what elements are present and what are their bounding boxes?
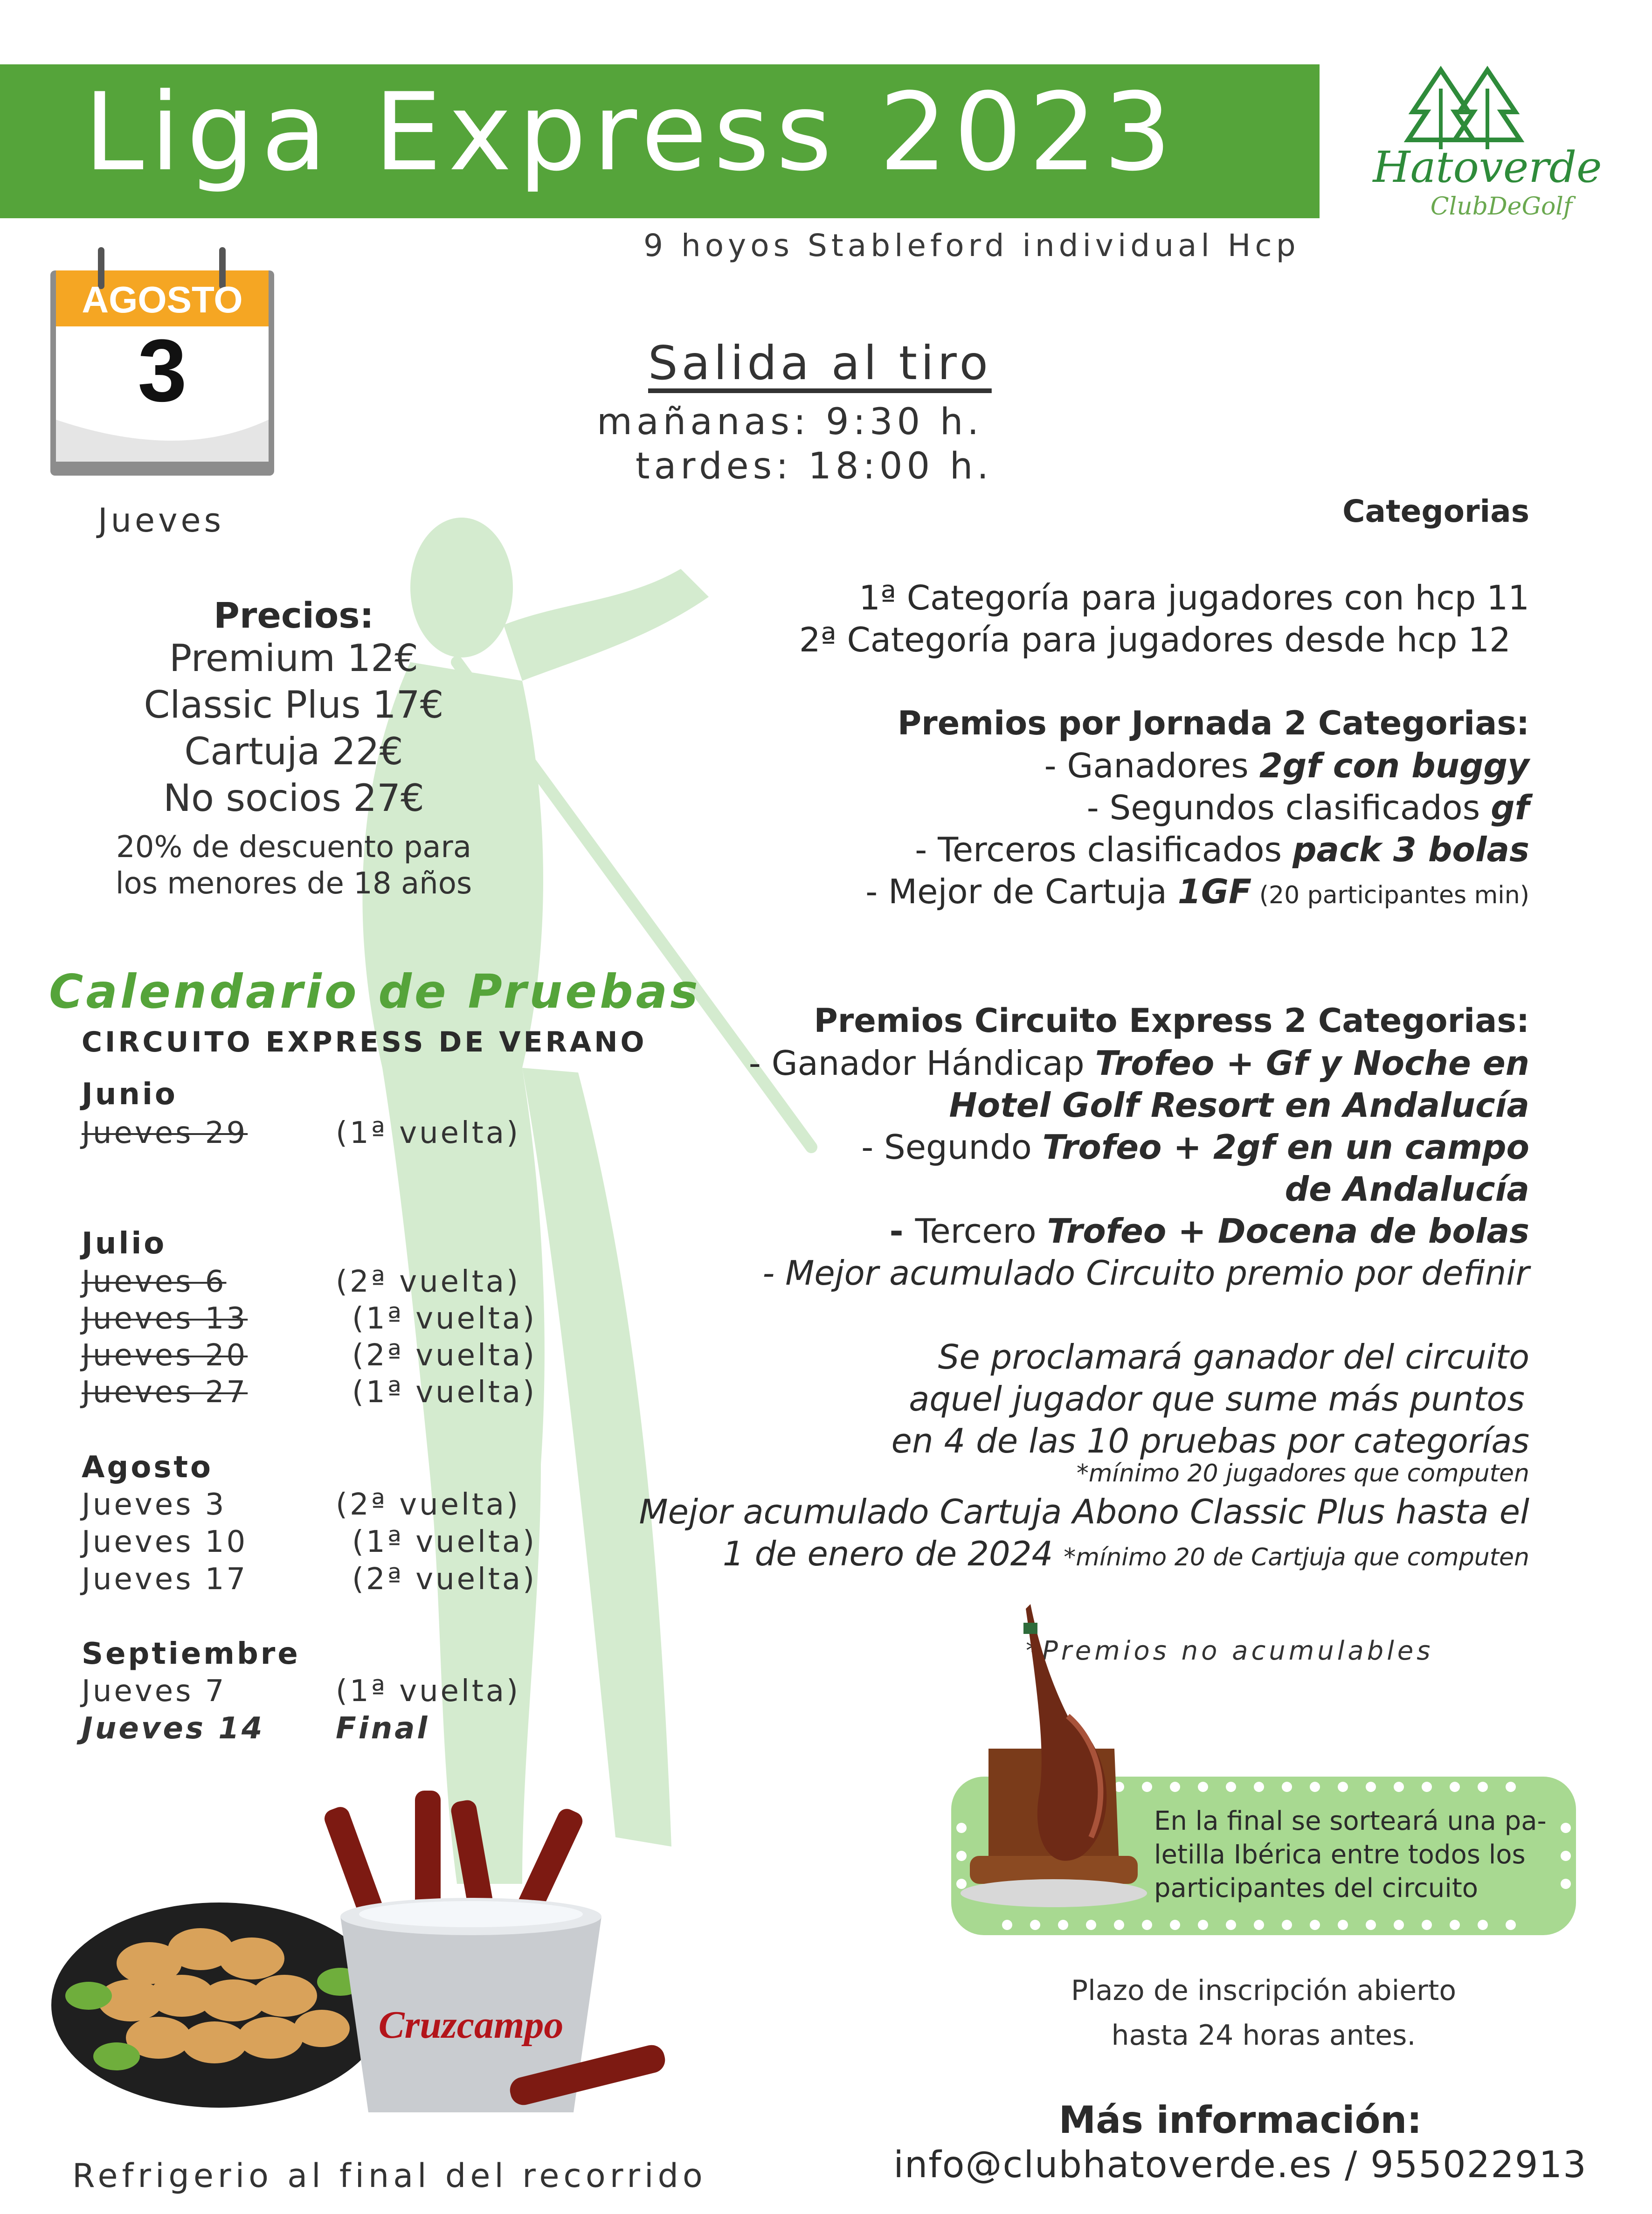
inscripcion-text: Plazo de inscripción abierto xyxy=(1071,1974,1457,2007)
logo-name: Hatoverde xyxy=(1373,142,1602,192)
refrigerio-image xyxy=(42,1786,751,2140)
schedule-row: Jueves 17 (2ª vuelta) xyxy=(82,1562,537,1597)
schedule-row: Jueves 3 (2ª vuelta) xyxy=(82,1488,521,1522)
calendar-day: 3 xyxy=(138,321,187,420)
price-item: No socios 27€ xyxy=(163,776,424,820)
contact-details: info@clubhatoverde.es / 955022913 xyxy=(893,2144,1587,2186)
refrigerio-caption: Refrigerio al final del recorrido xyxy=(72,2157,707,2195)
ganador-text: Mejor acumulado Cartuja Abono Classic Plus hasta el xyxy=(639,1492,1529,1531)
ganador-note: *mínimo 20 jugadores que computen xyxy=(1076,1460,1529,1488)
discount-note: 20% de descuento para xyxy=(116,830,471,865)
premios-no-acumulables: *Premios no acumulables xyxy=(1026,1636,1434,1666)
page-title: Liga Express 2023 xyxy=(84,70,1178,195)
premios-circuito-title: Premios Circuito Express 2 Categorias: xyxy=(814,1002,1529,1040)
premio-circuito-item: - Tercero Trofeo + Docena de bolas xyxy=(889,1211,1529,1251)
ganador-text: Se proclamará ganador del circuito xyxy=(938,1337,1529,1377)
premio-jornada-item: - Ganadores 2gf con buggy xyxy=(1044,746,1529,785)
calendario-subtitle: CIRCUITO EXPRESS DE VERANO xyxy=(82,1026,647,1059)
schedule-row: Jueves 7 (1ª vuelta) xyxy=(82,1674,521,1709)
ganador-text: 1 de enero de 2024 *mínimo 20 de Cartjuja que computen xyxy=(722,1534,1529,1573)
schedule-row: Jueves 27 (1ª vuelta) xyxy=(82,1375,537,1410)
categorias-title: Categorias xyxy=(1342,493,1529,529)
schedule-row: Jueves 13 (1ª vuelta) xyxy=(82,1301,537,1336)
logo-tagline: ClubDeGolf xyxy=(1430,193,1573,221)
premios-jornada-title: Premios por Jornada 2 Categorias: xyxy=(897,704,1529,742)
category-2: 2ª Categoría para jugadores desde hcp 12 xyxy=(799,620,1511,659)
sorteo-text: En la final se sorteará una pa- letilla Ibérica entre todos los participantes del circuito xyxy=(1154,1806,1547,1903)
format-subtitle: 9 hoyos Stableford individual Hcp xyxy=(643,228,1300,263)
precios-title: Precios: xyxy=(214,595,374,636)
calendar-page-icon xyxy=(46,242,283,490)
salida-title: Salida al tiro xyxy=(648,336,992,390)
schedule-row: Jueves 10 (1ª vuelta) xyxy=(82,1525,537,1559)
hatoverde-logo xyxy=(1352,61,1623,228)
schedule-row: Jueves 6 (2ª vuelta) xyxy=(82,1265,521,1299)
premio-circuito-item: de Andalucía xyxy=(1285,1169,1529,1209)
event-weekday: Jueves xyxy=(98,501,225,540)
schedule-row-final: Jueves 14 Final xyxy=(82,1711,430,1746)
jamon-image xyxy=(961,1595,1156,1930)
premio-circuito-item: - Mejor acumulado Circuito premio por definir xyxy=(762,1253,1529,1293)
tree-icon xyxy=(1408,70,1520,149)
bucket-brand: Cruzcampo xyxy=(378,2003,564,2047)
inscripcion-text: hasta 24 horas antes. xyxy=(1111,2019,1416,2052)
ganador-text: aquel jugador que sume más puntos xyxy=(909,1379,1525,1418)
ganador-text: en 4 de las 10 pruebas por categorías xyxy=(891,1421,1529,1460)
month-junio: Junio xyxy=(82,1077,178,1112)
premio-jornada-item: - Terceros clasificados pack 3 bolas xyxy=(915,830,1529,869)
discount-note: los menores de 18 años xyxy=(115,866,472,901)
premio-jornada-item: - Mejor de Cartuja 1GF (20 participantes min) xyxy=(865,872,1529,911)
schedule-row: Jueves 29 (1ª vuelta) xyxy=(82,1116,521,1150)
premio-jornada-item: - Segundos clasificados gf xyxy=(1086,788,1529,827)
category-1: 1ª Categoría para jugadores con hcp 11 xyxy=(859,578,1529,617)
price-item: Classic Plus 17€ xyxy=(144,683,444,726)
mas-informacion-title: Más información: xyxy=(1058,2098,1422,2142)
calendario-title: Calendario de Pruebas xyxy=(49,964,701,1019)
salida-afternoon: tardes: 18:00 h. xyxy=(636,445,993,487)
month-agosto: Agosto xyxy=(82,1450,213,1485)
month-julio: Julio xyxy=(82,1226,167,1261)
premio-circuito-item: - Ganador Hándicap Trofeo + Gf y Noche en xyxy=(748,1044,1529,1083)
premio-circuito-item: - Segundo Trofeo + 2gf en un campo xyxy=(861,1128,1529,1167)
salida-morning: mañanas: 9:30 h. xyxy=(597,401,983,443)
price-item: Cartuja 22€ xyxy=(184,730,403,773)
month-septiembre: Septiembre xyxy=(82,1637,300,1671)
price-item: Premium 12€ xyxy=(169,637,419,680)
calendar-month: AGOSTO xyxy=(82,279,243,320)
schedule-row: Jueves 20 (2ª vuelta) xyxy=(82,1338,537,1373)
premio-circuito-item: Hotel Golf Resort en Andalucía xyxy=(949,1086,1529,1125)
